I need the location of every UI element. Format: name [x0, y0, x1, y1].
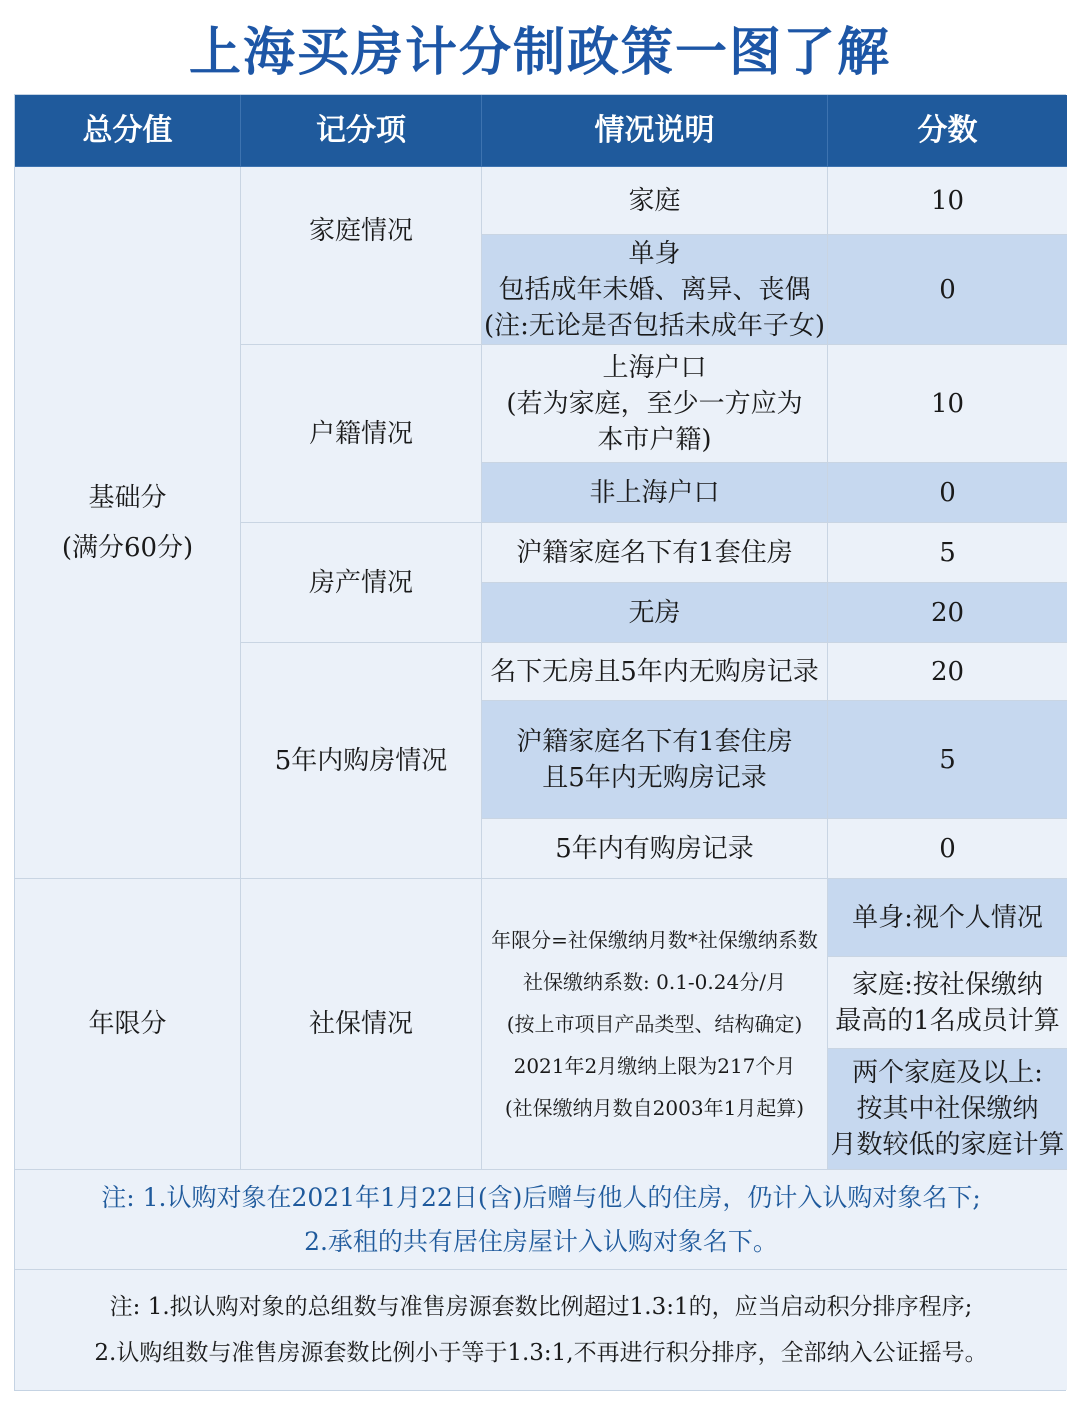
- desc-single-line: (注:无论是否包括未成年子女): [483, 310, 826, 341]
- score-no-record: 20: [828, 643, 1067, 701]
- score-ss-family-line: 家庭:按社保缴纳: [852, 969, 1043, 1000]
- base-score-cell: [15, 167, 241, 879]
- note-block-1: [15, 1170, 1067, 1270]
- desc-single: [482, 235, 828, 345]
- policy-table: [14, 94, 1066, 1391]
- header-total: 总分值: [15, 95, 241, 167]
- item-social-security: 社保情况: [241, 879, 482, 1170]
- score-ss-multi-line: 两个家庭及以上:: [852, 1058, 1043, 1088]
- note-1-line: 2.承租的共有居住房屋计入认购对象名下。: [304, 1226, 778, 1256]
- note-2-line: 注: 1.拟认购对象的总组数与准售房源套数比例超过1.3:1的，应当启动积分排序程序;: [109, 1294, 973, 1320]
- item-hukou: 户籍情况: [241, 345, 482, 523]
- desc-ss-line: (按上市项目产品类型、结构确定): [506, 1012, 803, 1036]
- item-purchase: 5年内购房情况: [241, 643, 482, 879]
- score-non-shanghai-hukou: 0: [828, 463, 1067, 523]
- desc-ss-line: 社保缴纳系数: 0.1-0.24分/月: [523, 970, 786, 994]
- page-title: 上海买房计分制政策一图了解: [188, 22, 891, 83]
- desc-one-house: 沪籍家庭名下有1套住房: [482, 523, 828, 583]
- base-score-sub: (满分60分): [61, 532, 194, 563]
- score-one-house-no-record: 5: [828, 701, 1067, 819]
- score-shanghai-hukou: 10: [828, 345, 1067, 463]
- score-one-house: 5: [828, 523, 1067, 583]
- desc-purchase-line: 且5年内无购房记录: [542, 762, 767, 793]
- score-has-record: 0: [828, 819, 1067, 879]
- desc-single-line: 单身: [628, 238, 681, 269]
- score-ss-single: 单身:视个人情况: [828, 879, 1067, 957]
- base-score-label: 基础分: [88, 482, 167, 513]
- desc-hukou-line: 本市户籍): [597, 424, 712, 455]
- year-score-cell: 年限分: [15, 879, 241, 1170]
- desc-shanghai-hukou: [482, 345, 828, 463]
- desc-hukou-line: 上海户口: [602, 352, 707, 383]
- desc-social-security: [482, 879, 828, 1170]
- score-family: 10: [828, 167, 1067, 235]
- desc-purchase-line: 沪籍家庭名下有1套住房: [516, 726, 793, 757]
- score-ss-family: [828, 957, 1067, 1049]
- desc-one-house-no-record: [482, 701, 828, 819]
- score-ss-family-line: 最高的1名成员计算: [835, 1005, 1060, 1036]
- desc-hukou-line: (若为家庭，至少一方应为: [506, 388, 803, 419]
- note-1-line: 注: 1.认购对象在2021年1月22日(含)后赠与他人的住房，仍计入认购对象名下;: [101, 1182, 981, 1212]
- score-single: 0: [828, 235, 1067, 345]
- desc-no-record: 名下无房且5年内无购房记录: [482, 643, 828, 701]
- desc-non-shanghai-hukou: 非上海户口: [482, 463, 828, 523]
- score-ss-multi-line: 月数较低的家庭计算: [830, 1130, 1065, 1160]
- desc-ss-line: 年限分=社保缴纳月数*社保缴纳系数: [491, 928, 818, 952]
- header-item: 记分项: [241, 95, 482, 167]
- score-ss-multi-family: [828, 1049, 1067, 1170]
- header-score: 分数: [828, 95, 1067, 167]
- item-property: 房产情况: [241, 523, 482, 643]
- desc-has-record: 5年内有购房记录: [482, 819, 828, 879]
- desc-single-line: 包括成年未婚、离异、丧偶: [498, 274, 811, 305]
- note-2-line: 2.认购组数与准售房源套数比例小于等于1.3:1,不再进行积分排序，全部纳入公证摇号。: [94, 1340, 988, 1366]
- item-family: 家庭情况: [241, 167, 482, 345]
- desc-ss-line: (社保缴纳月数自2003年1月起算): [504, 1096, 805, 1120]
- score-ss-multi-line: 按其中社保缴纳: [856, 1094, 1039, 1124]
- desc-ss-line: 2021年2月缴纳上限为217个月: [513, 1054, 796, 1078]
- note-block-2: [15, 1270, 1067, 1390]
- header-desc: 情况说明: [482, 95, 828, 167]
- desc-family: 家庭: [482, 167, 828, 235]
- desc-no-house: 无房: [482, 583, 828, 643]
- score-no-house: 20: [828, 583, 1067, 643]
